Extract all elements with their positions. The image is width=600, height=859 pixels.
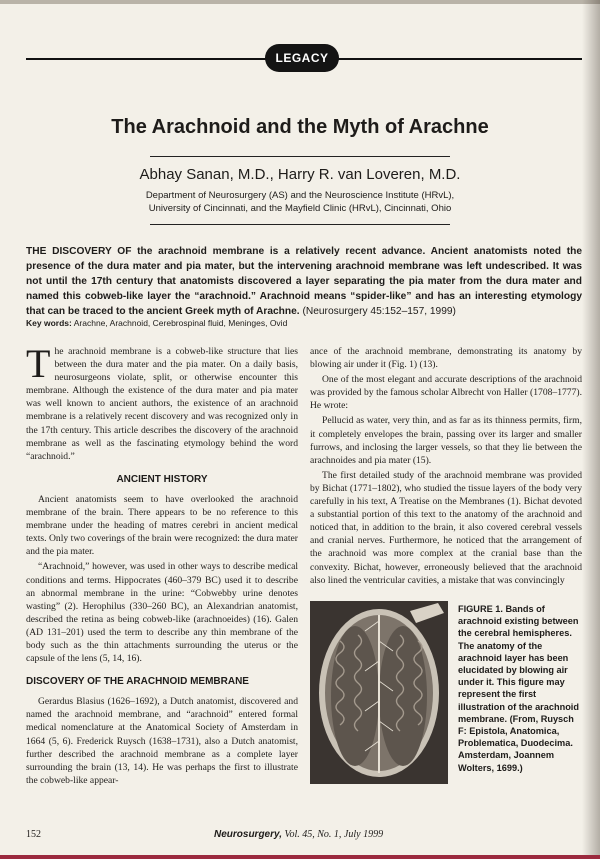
keywords-text: Arachne, Arachnoid, Cerebrospinal fluid, Meninges, Ovid — [73, 318, 288, 328]
ancient-paragraph-1: Ancient anatomists seem to have overlooked the arachnoid membrane of the brain. There appears to be no reference to this membrane under the heading of matres cerebri in ancient medical texts. Only two coverings of the brain were recognized: the dura mater and the pia mater. — [26, 493, 298, 558]
right-column — [310, 345, 582, 589]
scan-edge-top — [0, 0, 600, 4]
abstract — [26, 244, 582, 319]
figure-1-brain-illustration — [310, 601, 448, 784]
section-badge: LEGACY — [265, 44, 339, 72]
continued-paragraph: ance of the arachnoid membrane, demonstrating its anatomy by blowing air under it (Fig. 1) (13). — [310, 346, 582, 371]
affiliation-line-2: University of Cincinnati, and the Mayfield Clinic (HRvL), Cincinnati, Ohio — [148, 203, 452, 214]
intro-text: he arachnoid membrane is a cobweb-like structure that lies between the dura mater and the pia mater. On a daily basis, neurosurgeons violate, split, or otherwise encounter this membrane. Although the existence of the dura mater and pia mater was well known to ancient authors, the existence of an arachnoid membrane is a relatively recent discovery and was recognized only in the 17th century. This article describes the discovery of the arachnoid membrane as well as the fascinating etymology behind the word “arachnoid.” — [26, 346, 298, 462]
bichat-paragraph: The first detailed study of the arachnoid membrane was provided by Bichat (1771–1802), who studied the tissue layers of the body very carefully in his text, A Treatise on the Membranes (1). Bichat devoted a substantial portion of this text to the anatomy of the arachnoid and noticed that, in addition to the brain, it also covered cerebral vessels and cranial nerves. Furthermore, he noticed that the arrangement of the arachnoid was more complex at the cranial base than the convexity. Bichat, however, erroneously believed that the arachnoid also lined the ventricular cavities, a mistake that was convincingly — [310, 469, 582, 586]
brain-engraving-icon — [310, 601, 448, 784]
drop-cap: T — [26, 341, 51, 386]
affiliation-rule — [150, 224, 450, 225]
page-number: 152 — [26, 829, 41, 840]
haller-paragraph: One of the most elegant and accurate descriptions of the arachnoid was provided by the famous scholar Albrecht von Haller (1708–1777). He wrote: — [310, 374, 582, 412]
intro-paragraph — [26, 341, 298, 463]
abstract-text: THE DISCOVERY OF the arachnoid membrane is a relatively recent advance. Ancient anatomists noted the presence of the dura mater and pia mater, but the intervening arachnoid membrane was left undescribed. It was not until the 17th century that anatomists discovered a layer separating the pia mater from the dura mater and named this cobweb-like layer the “arachnoid.” Arachnoid means “spider-like” and has an interesting etymology that can be traced to the ancient Greek myth of Arachne. — [26, 246, 582, 317]
title-rule — [150, 156, 450, 157]
haller-quote: Pellucid as water, very thin, and as far as its thinness permits, firm, it completely envelopes the brain, passing over its larger and smaller furrows, and inclosing the larger vessels, so that they lie between the arachnoides and pia mater (15). — [310, 415, 582, 466]
heading-discovery: DISCOVERY OF THE ARACHNOID MEMBRANE — [26, 676, 249, 688]
journal-footer — [214, 829, 383, 840]
keywords-label: Key words: — [26, 318, 72, 328]
figure-1-caption: FIGURE 1. Bands of arachnoid existing between the cerebral hemispheres. The anatomy of the arachnoid layer has been elucidated by blowing air under it. This figure may represent the first illustration of the arachnoid membrane. (From, Ruysch F: Epistola, Anatomica, Problematica, Duodecima. Amsterdam, Joannem Wolters, 1699.) — [458, 604, 579, 773]
discovery-paragraph-1: Gerardus Blasius (1626–1692), a Dutch anatomist, discovered and named the arachnoid membrane, and “arachnoid” entered formal medical nomenclature at the Anatomical Society of Amsterdam in 1664 (5, 6). Frederick Ruysch (1638–1731), also a Dutch anatomist, further described the arachnoid membrane as a complete layer surrounding the brain (13, 14). He was perhaps the first to illustrate the cobweb-like appear- — [26, 696, 298, 786]
left-column — [26, 341, 298, 789]
abstract-citation: (Neurosurgery 45:152–157, 1999) — [302, 306, 456, 317]
journal-name: Neurosurgery, — [214, 829, 282, 840]
scan-edge-bottom — [0, 855, 600, 859]
journal-issue: Vol. 45, No. 1, July 1999 — [284, 829, 384, 840]
heading-ancient-history: ANCIENT HISTORY — [116, 473, 208, 485]
keywords — [26, 318, 582, 328]
ancient-paragraph-2: “Arachnoid,” however, was used in other ways to describe medical conditions and terms. Hippocrates (460–379 BC) used it to describe an abnormal membrane in the urine: “Cobwebby urine denotes wasting” (2). Herophilus (330–260 BC), an Alexandrian anatomist, described the retina as being cobweb-like (arachnoeides) (16). Galen (AD 131–201) used the term to describe any thin membrane of the body such as the thin attachments surrounding the uterus or the capsule of the lens (5, 14, 16). — [26, 561, 298, 665]
affiliation-line-1: Department of Neurosurgery (AS) and the Neuroscience Institute (HRvL), — [145, 190, 455, 201]
authors: Abhay Sanan, M.D., Harry R. van Loveren, M.D. — [139, 166, 461, 183]
article-title: The Arachnoid and the Myth of Arachne — [111, 116, 489, 138]
